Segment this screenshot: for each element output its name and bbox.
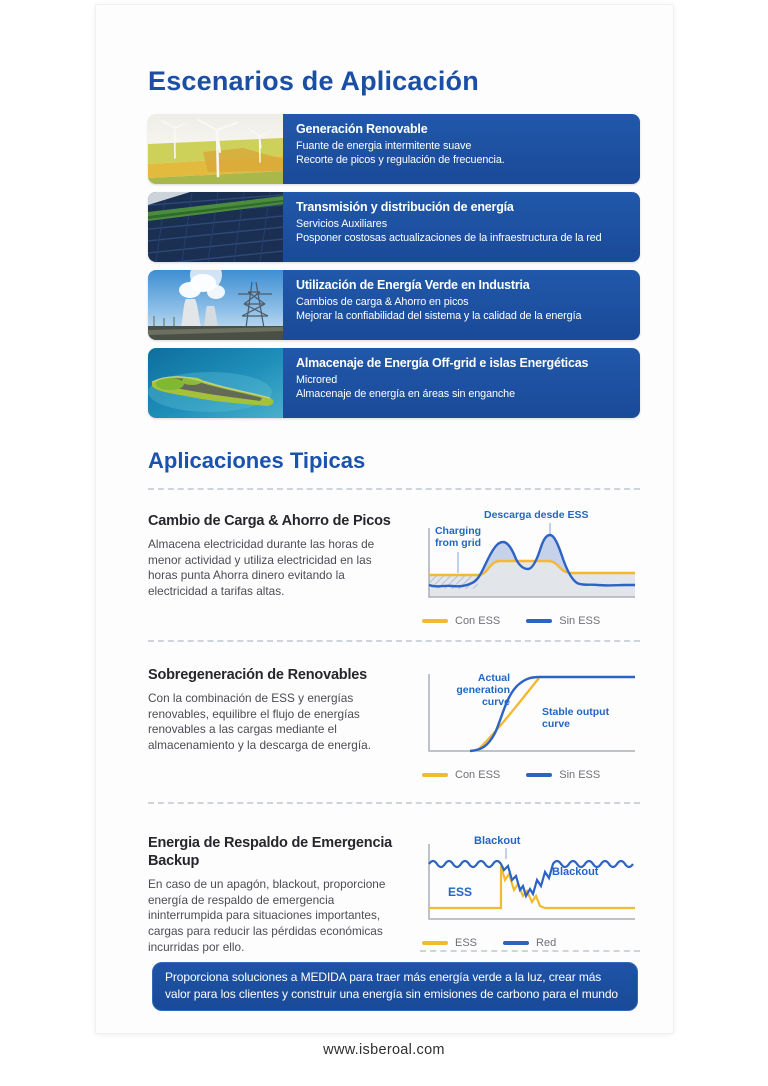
section-body: En caso de un apagón, blackout, proporcione energía de respaldo de emergencia ininterrumpida para situaciones importantes, cargas para reducir las pérdidas económicas incurridas por ello. (148, 877, 386, 954)
scenario-card-text (283, 114, 640, 184)
website-url: www.isberoal.com (323, 1042, 445, 1058)
scenario-card-text (283, 192, 640, 262)
section-load-shifting (148, 509, 640, 627)
legend-label: Con ESS (455, 615, 501, 627)
scenario-card-text (283, 348, 640, 418)
section-title: Energia de Respaldo de Emergencia Backup (148, 835, 393, 870)
scenario-card-line1: Cambios de carga & Ahorro en picos (296, 296, 469, 308)
legend-sin-ess (526, 615, 600, 627)
blue-line-swatch (526, 619, 552, 623)
section-title: Sobregeneración de Renovables (148, 667, 368, 683)
scenario-card-title: Almacenaje de Energía Off-grid e islas Energéticas (296, 356, 589, 370)
chart-annotation-discharge: Descarga desde ESS (484, 509, 589, 521)
dashed-separator (148, 802, 640, 804)
power-plant-image (148, 270, 283, 340)
solar-rooftop-photo (148, 192, 283, 262)
chart-annotation-charging: Charging from grid (434, 525, 482, 550)
scenario-card-list (148, 114, 640, 418)
chart-legend (422, 937, 640, 949)
yellow-line-swatch (422, 619, 448, 623)
chart-annotation-ess: ESS (448, 885, 473, 899)
backup-chart (422, 834, 640, 955)
dashed-separator (148, 640, 640, 642)
legend-label: Con ESS (455, 769, 501, 781)
legend-label: Sin ESS (559, 769, 601, 781)
dashed-separator (148, 488, 640, 490)
scenario-card-transmission (148, 192, 640, 262)
scenario-card-line1: Microred (296, 374, 338, 386)
section-text (148, 512, 404, 627)
chart-annotation-stable-output: Stable output curve (542, 706, 610, 731)
scenario-card-line1: Fuante de energia intermitente suave (296, 140, 472, 152)
legend-label: Sin ESS (559, 615, 601, 627)
page-title: Escenarios de Aplicación (148, 66, 479, 96)
power-plant-photo (148, 270, 283, 340)
scenario-card-line2: Recorte de picos y regulación de frecuencia. (296, 154, 505, 167)
scenario-card-line2: Almacenaje de energía en áreas sin enganche (296, 388, 515, 401)
blue-line-swatch (503, 941, 529, 945)
wind-turbines-photo (148, 114, 283, 184)
legend-red (503, 937, 556, 949)
wind-turbines-image (148, 114, 283, 184)
scenario-card-renewable-generation (148, 114, 640, 184)
backup-plot (422, 834, 640, 930)
island-aerial-image (148, 348, 283, 418)
peak-shaving-chart (422, 509, 640, 627)
tagline-banner: Proporciona soluciones a MEDIDA para traer más energía verde a la luz, crear más valor para los clientes y construir una energía sin emisiones de carbono para el mundo (152, 962, 638, 1011)
yellow-line-swatch (422, 941, 448, 945)
legend-con-ess (422, 769, 500, 781)
blue-line-swatch (526, 773, 552, 777)
scenario-card-line2: Posponer costosas actualizaciones de la infraestructura de la red (296, 232, 602, 245)
solar-rooftop-image (148, 192, 283, 262)
section-text (148, 666, 404, 781)
legend-sin-ess (526, 769, 600, 781)
chart-annotation-blackout-1: Blackout (474, 835, 521, 847)
scenario-card-line1: Servicios Auxiliares (296, 218, 388, 230)
scenario-card-title: Utilización de Energía Verde en Industria (296, 278, 530, 292)
legend-con-ess (422, 615, 500, 627)
section-text (148, 834, 404, 955)
section-overgeneration (148, 666, 640, 781)
scenario-card-title: Generación Renovable (296, 122, 428, 136)
scenario-card-text (283, 270, 640, 340)
chart-annotation-blackout-2: Blackout (552, 866, 599, 878)
legend-label: ESS (455, 937, 478, 949)
section-body: Con la combinación de ESS y energías renovables, equilibre el flujo de energías renovables a las cargas mediante el almacenamiento y la descarga de energía. (148, 691, 371, 752)
yellow-line-swatch (422, 773, 448, 777)
section-body: Almacena electricidad durante las horas de menor actividad y utiliza electricidad en las horas punta Ahorra dinero evitando la electricidad a tarifas altas. (148, 537, 375, 598)
section-title: Cambio de Carga & Ahorro de Picos (148, 513, 391, 529)
scenario-card-title: Transmisión y distribución de energía (296, 200, 514, 214)
section-backup (148, 834, 640, 955)
chart-annotation-actual-generation: Actual generation curve (456, 672, 510, 709)
chart-legend (422, 615, 640, 627)
legend-label: Red (536, 937, 557, 949)
scenario-card-green-industry (148, 270, 640, 340)
legend-ess (422, 937, 477, 949)
scenario-card-offgrid (148, 348, 640, 418)
chart-legend (422, 769, 640, 781)
generation-curve-chart (422, 666, 640, 781)
scenario-card-line2: Mejorar la confiabilidad del sistema y la calidad de la energía (296, 310, 582, 323)
applications-heading: Aplicaciones Tipicas (148, 448, 366, 473)
island-aerial-photo (148, 348, 283, 418)
